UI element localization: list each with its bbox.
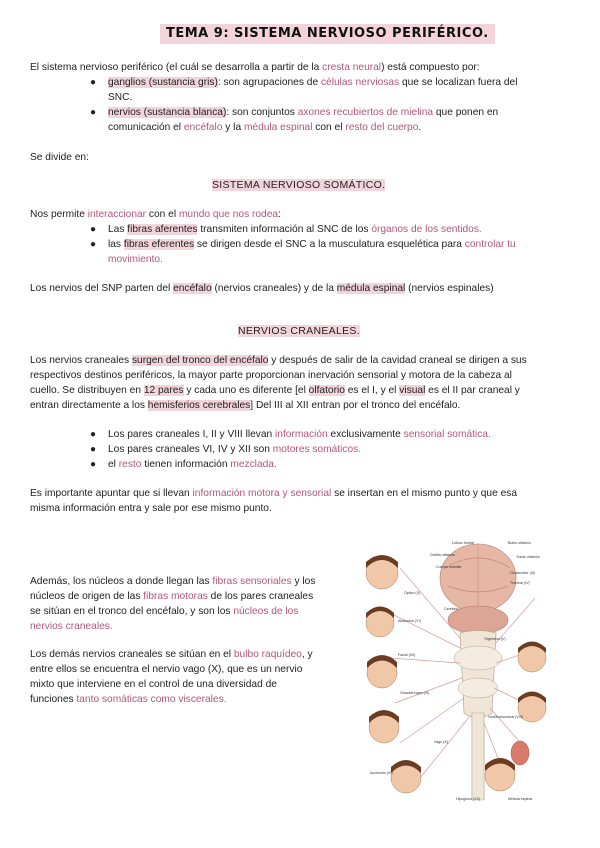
- figure-label: Glosofaríngeo (IX): [400, 691, 430, 695]
- nuclei-line-3: [30, 604, 298, 619]
- bulbo-line-3: mixto que interviene en el control de una diversidad de: [30, 679, 277, 690]
- highlight: mezclada.: [230, 459, 277, 470]
- bulbo-line-1: [30, 647, 313, 662]
- text: y la: [222, 122, 244, 133]
- highlight: fibras motoras: [143, 591, 208, 602]
- figure-label: Abducens (VI): [398, 619, 421, 623]
- spinal-cord-illustration: [472, 713, 484, 800]
- figure-label: Tracto olfatorio: [516, 555, 540, 559]
- text: Los pares craneales VI, IV y XII son: [108, 444, 273, 455]
- text: el: [108, 459, 119, 470]
- figure-label: Bulbo olfatorio: [508, 541, 531, 545]
- highlight: tanto somáticas como viscerales.: [76, 694, 227, 705]
- highlight: axones recubiertos de mielina: [297, 107, 434, 118]
- figure-label: Vago (X): [434, 740, 448, 744]
- heading-text: NERVIOS CRANEALES.: [238, 325, 360, 337]
- text: núcleos de origen de las: [30, 591, 144, 602]
- bulbo-line-2: entre ellos se encuentra el nervio vago (X), que es un nervio: [30, 664, 303, 675]
- text: exclusivamente: [327, 429, 404, 440]
- text: : son agrupaciones de: [217, 77, 321, 88]
- figure-label: Facial (VII): [398, 653, 416, 657]
- text: tienen información: [141, 459, 231, 470]
- section-heading-cranial: [238, 324, 360, 339]
- highlight: médula espinal: [243, 122, 313, 133]
- text: y los: [291, 576, 316, 587]
- figure-label: Cintilla olfatoria: [430, 553, 455, 557]
- term: olfatorio: [308, 385, 345, 396]
- intro-text-end: ) está compuesto por:: [381, 62, 480, 73]
- nuclei-line-1: [30, 574, 315, 589]
- highlight: encéfalo: [183, 122, 223, 133]
- bulbo-line-4: [30, 692, 227, 707]
- text: ] Del III al XII entran por el tronco del encéfalo.: [250, 400, 461, 411]
- text: : son conjuntos: [226, 107, 298, 118]
- cranial-line-4: [30, 398, 460, 413]
- text: , y: [301, 649, 313, 660]
- figure-label: Trigémino (V): [484, 637, 506, 641]
- intro-highlight: cresta neural: [322, 62, 382, 73]
- note-line-2: misma información entra y sale por ese mismo punto.: [30, 503, 272, 514]
- bullet-dot: ●: [90, 77, 97, 88]
- highlight: información: [275, 429, 328, 440]
- text: que ponen en: [433, 107, 499, 118]
- section-heading-somatic: [212, 178, 385, 193]
- highlight: células nerviosas: [320, 77, 400, 88]
- text: comunicación el: [108, 122, 184, 133]
- text: funciones: [30, 694, 77, 705]
- bullet-dot: ●: [90, 444, 97, 455]
- list-item-aferentes: [108, 222, 482, 237]
- term: fibras aferentes: [127, 224, 198, 235]
- text: Los nervios craneales: [30, 355, 132, 366]
- nuclei-line-4: nervios craneales.: [30, 621, 113, 632]
- text: Además, los núcleos a donde llegan las: [30, 576, 213, 587]
- highlight: bulbo raquídeo: [233, 649, 302, 660]
- figure-label: Hipogloso (XII): [456, 797, 480, 801]
- bullet-dot: ●: [90, 224, 97, 235]
- page-title: TEMA 9: SISTEMA NERVIOSO PERIFÉRICO.: [160, 24, 495, 44]
- intro-text: El sistema nervioso periférico (el cuál se desarrolla a partir de la: [30, 62, 323, 73]
- list-item-mixed: [108, 457, 277, 472]
- highlight: resto del cuerpo: [345, 122, 419, 133]
- text: Es importante apuntar que si llevan: [30, 488, 193, 499]
- figure-label: Óptico (II): [404, 591, 420, 595]
- term: hemisferios cerebrales: [147, 400, 251, 411]
- highlight: núcleos de los: [233, 606, 299, 617]
- somatic-intro: [30, 207, 281, 222]
- note-line-1: [30, 486, 517, 501]
- cranial-line-1: [30, 353, 527, 368]
- list-item-nervios: [108, 105, 498, 120]
- term: nervios (sustancia blanca): [108, 107, 227, 118]
- brainstem-illustration: [460, 631, 496, 719]
- figure-label: Accesorio (XI): [370, 771, 393, 775]
- term: médula espinal: [336, 283, 406, 294]
- term: visual: [399, 385, 426, 396]
- text: (nervios craneales) y de la: [211, 283, 337, 294]
- text: entran directamente a los: [30, 400, 148, 411]
- highlight: órganos de los sentidos.: [371, 224, 482, 235]
- list-item-eferentes: [108, 237, 516, 252]
- highlight: controlar tu: [464, 239, 516, 250]
- term: surgen del tronco del encéfalo: [131, 355, 269, 366]
- nuclei-line-2: [30, 589, 313, 604]
- text: Las: [108, 224, 128, 235]
- bullet-dot: ●: [90, 107, 97, 118]
- text: con el: [146, 209, 179, 220]
- text: .: [418, 122, 422, 133]
- text: se insertan en el mismo punto y que esa: [331, 488, 518, 499]
- snp-line: [30, 281, 494, 296]
- cranial-line-2: respectivos destinos periféricos, la mayor parte proporcionan inervación sensorial y motora de la cabeza al: [30, 370, 512, 381]
- figure-label: Cuerpo mamilar: [436, 565, 462, 569]
- highlight: sensorial somática.: [403, 429, 491, 440]
- cranial-nerves-figure: [360, 538, 550, 806]
- heading-text: SISTEMA NERVIOSO SOMÁTICO.: [212, 179, 386, 191]
- highlight: resto: [118, 459, 142, 470]
- text: transmiten información al SNC de los: [197, 224, 372, 235]
- text: Los nervios del SNP parten del: [30, 283, 174, 294]
- figure-label: Cerebelo: [444, 607, 459, 611]
- text: Los demás nervios craneales se sitúan en el: [30, 649, 234, 660]
- list-item-ganglios-cont: SNC.: [108, 92, 133, 103]
- list-item-ganglios: [108, 75, 517, 90]
- highlight: información motora y sensorial: [192, 488, 332, 499]
- text: cuello. Se distribuyen en: [30, 385, 144, 396]
- list-item-sensory: [108, 427, 491, 442]
- figure-label: Troclear (IV): [510, 581, 530, 585]
- highlight: motores somáticos.: [272, 444, 362, 455]
- bullet-dot: ●: [90, 239, 97, 250]
- bullet-dot: ●: [90, 459, 97, 470]
- text: y cada uno es diferente [el: [183, 385, 309, 396]
- text: se dirigen desde el SNC a la musculatura esquelética para: [194, 239, 465, 250]
- figure-label: Vestibulococlear (VIII): [488, 715, 523, 719]
- text: es el I, y el: [344, 385, 400, 396]
- text: se sitúan en el tronco del encéfalo, y son los: [30, 606, 234, 617]
- term: ganglios (sustancia gris): [108, 77, 218, 88]
- highlight: mundo que nos rodea: [178, 209, 279, 220]
- intro-line: [30, 60, 480, 75]
- bullet-dot: ●: [90, 429, 97, 440]
- text: Los pares craneales I, II y VIII llevan: [108, 429, 276, 440]
- text: es el II par craneal y: [425, 385, 520, 396]
- text: :: [278, 209, 281, 220]
- cranial-line-3: [30, 383, 520, 398]
- figure-label: Médula espinal: [508, 797, 533, 801]
- term: encéfalo: [173, 283, 212, 294]
- term: 12 pares: [143, 385, 184, 396]
- organ-illustration: [511, 741, 529, 765]
- text: de los pares craneales: [207, 591, 314, 602]
- list-item-motor: [108, 442, 361, 457]
- text: Nos permite: [30, 209, 88, 220]
- list-item-nervios-cont: [108, 120, 421, 135]
- text: y después de salir de la cavidad craneal se dirigen a sus: [268, 355, 527, 366]
- highlight: fibras sensoriales: [212, 576, 292, 587]
- figure-label: Oculomotor (III): [510, 571, 535, 575]
- text: (nervios espinales): [405, 283, 494, 294]
- text: las: [108, 239, 124, 250]
- term: fibras eferentes: [123, 239, 195, 250]
- list-item-eferentes-cont: movimiento.: [108, 254, 163, 265]
- divide-text: Se divide en:: [30, 152, 89, 163]
- text: que se localizan fuera del: [399, 77, 518, 88]
- figure-label: Lóbulo frontal: [452, 541, 474, 545]
- highlight: interaccionar: [87, 209, 147, 220]
- text: con el: [312, 122, 346, 133]
